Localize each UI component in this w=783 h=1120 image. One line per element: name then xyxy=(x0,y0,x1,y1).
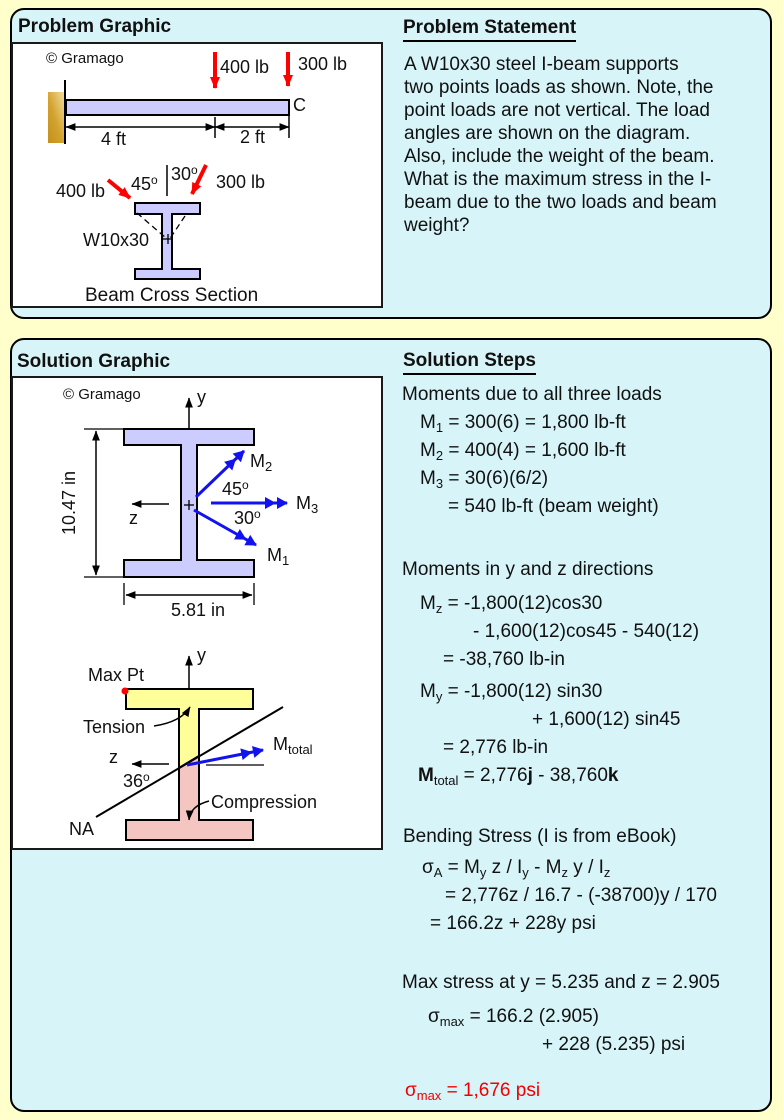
step-line: $M_y = -1,800(12)$ sin30 xyxy=(420,681,603,704)
step-line: Bending Stress (I is from eBook) xyxy=(403,826,677,847)
step-line: = 540 lb-ft (beam weight) xyxy=(448,496,659,517)
statement-line: angles are shown on the diagram. xyxy=(404,123,691,144)
step-line: Moments due to all three loads xyxy=(402,384,662,405)
step-line: Max stress at y = 5.235 and z = 2.905 xyxy=(402,972,720,993)
height-dim-label: 10.47 in xyxy=(59,470,79,536)
load-label-400: 400 lb xyxy=(220,57,270,77)
angle-36-label: 36$^o$ xyxy=(123,770,150,791)
moment-label-m2: $M_2$ xyxy=(250,451,273,474)
solution-graphic-title: Solution Graphic xyxy=(17,351,171,372)
section-load-label-400: 400 lb xyxy=(56,181,106,201)
step-line: $M_3 = 30(6)(6/2)$ xyxy=(420,468,549,491)
compression-label: Compression xyxy=(211,792,318,812)
tension-label: Tension xyxy=(83,717,146,737)
step-line: - 1,600(12)cos45 - 540(12) xyxy=(473,621,700,642)
max-point-label: Max Pt xyxy=(88,665,145,685)
step-line: Moments in y and z directions xyxy=(402,559,654,580)
section-load-label-300: 300 lb xyxy=(216,172,266,192)
watermark: © Gramago xyxy=(63,386,141,403)
step-line: = 166.2z + 228y psi xyxy=(430,913,596,934)
section-angle-30: 30$^o$ xyxy=(171,163,198,184)
step-line: $M_1 = 300(6) = 1,800$ lb-ft xyxy=(420,412,626,435)
step-line: = -38,760 lb-in xyxy=(443,649,565,670)
statement-line: Also, include the weight of the beam. xyxy=(404,146,715,167)
beam xyxy=(66,100,289,115)
solution-steps-title: Solution Steps xyxy=(403,350,536,375)
section-caption: Beam Cross Section xyxy=(85,285,259,306)
statement-line: beam due to the two loads and beam xyxy=(404,192,717,213)
z-axis-label: z xyxy=(129,508,138,528)
beam-end-label: C xyxy=(293,95,306,115)
step-line: + 1,600(12) sin45 xyxy=(532,709,681,730)
wall-support xyxy=(48,92,65,143)
angle-45-label: 45$^o$ xyxy=(222,478,249,499)
statement-line: point loads are not vertical. The load xyxy=(404,100,710,121)
max-point-dot xyxy=(122,688,129,695)
statement-line: A W10x30 steel I-beam supports xyxy=(404,54,679,75)
watermark: © Gramago xyxy=(46,50,124,67)
step-line: $\sigma_{max} = 1,676$ psi xyxy=(405,1080,541,1103)
solution-graphic xyxy=(13,378,381,848)
step-line: = 2,776z / 16.7 - (-38700)y / 170 xyxy=(445,885,717,906)
step-line: $M_2 = 400(4) = 1,600$ lb-ft xyxy=(420,440,626,463)
step-line: + 228 (5.235) psi xyxy=(542,1034,686,1055)
angle-30-label: 30$^o$ xyxy=(234,507,261,528)
step-line: = 2,776 lb-in xyxy=(443,737,549,758)
step-line: $M_{total} = 2,776j - 38,760k$ xyxy=(418,765,619,788)
section-name: W10x30 xyxy=(83,230,150,250)
problem-graphic-box xyxy=(11,42,383,308)
problem-statement-title: Problem Statement xyxy=(403,17,576,42)
y-axis-label: y xyxy=(197,645,206,665)
neutral-axis-label: NA xyxy=(69,819,95,839)
solution-steps-text xyxy=(400,381,780,1105)
section-load-arrow-400 xyxy=(108,180,130,198)
moment-label-m1: $M_1$ xyxy=(267,545,290,568)
step-line: $M_z = -1,800(12)\cos 30$ xyxy=(420,593,603,616)
moment-label-m3: $M_3$ xyxy=(296,493,319,516)
step-line: $\sigma_A = M_y$ z / $I_y - M_z$ y / $I_z$ xyxy=(422,857,611,880)
dim-label-4ft: 4 ft xyxy=(101,129,127,149)
statement-line: two points loads as shown. Note, the xyxy=(404,77,714,98)
z-axis-label: z xyxy=(109,747,118,767)
problem-statement-text xyxy=(404,53,776,237)
load-label-300: 300 lb xyxy=(298,54,348,74)
y-axis-label: y xyxy=(197,387,206,407)
solution-graphic-box xyxy=(11,376,383,850)
statement-line: What is the maximum stress in the I- xyxy=(404,169,712,190)
section-angle-45: 45$^o$ xyxy=(131,173,158,194)
statement-line: weight? xyxy=(404,215,470,236)
step-line: $\sigma_{max} = 166.2$ (2.905) xyxy=(428,1006,599,1029)
width-dim-label: 5.81 in xyxy=(171,600,226,620)
dim-label-2ft: 2 ft xyxy=(240,127,266,147)
problem-graphic-title: Problem Graphic xyxy=(18,16,172,37)
moment-label-mtotal: $M_{total}$ xyxy=(273,734,313,757)
problem-graphic xyxy=(13,44,381,306)
